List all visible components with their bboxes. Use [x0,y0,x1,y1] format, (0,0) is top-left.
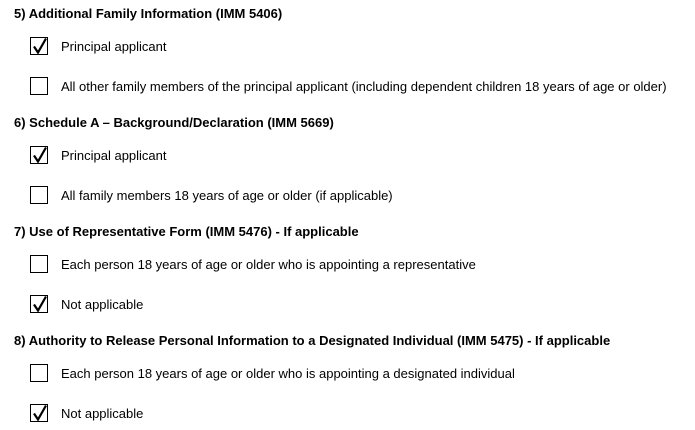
section-6-principal-checkbox[interactable] [30,146,48,164]
section-5-option-principal [30,35,167,57]
section-7-appointing-label: Each person 18 years of age or older who is appointing a representative [61,256,476,272]
section-8-title: 8) Authority to Release Personal Information to a Designated Individual (IMM 5475) - If applicable [14,333,611,348]
section-5-family-checkbox[interactable] [30,77,48,95]
section-6-family-label: All family members 18 years of age or older (if applicable) [61,187,393,203]
section-7-not-applicable-label: Not applicable [61,296,144,312]
section-6-option-family [30,184,393,206]
section-7-appointing-checkbox[interactable] [30,255,48,273]
section-6-option-principal [30,144,167,166]
section-7-option-not-applicable [30,293,143,315]
section-5-principal-label: Principal applicant [61,38,167,54]
section-8-option-appointing [30,362,515,384]
checkmark-icon [32,295,48,313]
section-7-title: 7) Use of Representative Form (IMM 5476) - If applicable [14,224,359,239]
checkmark-icon [32,37,48,55]
section-6-title: 6) Schedule A – Background/Declaration (IMM 5669) [14,115,334,130]
checkmark-icon [32,146,48,164]
section-8-appointing-checkbox[interactable] [30,364,48,382]
section-5-family-label: All other family members of the principal applicant (including dependent children 18 years of age or older) [61,78,667,94]
section-5-principal-checkbox[interactable] [30,37,48,55]
checkmark-icon [32,404,48,422]
section-8-not-applicable-label: Not applicable [61,405,144,421]
section-7-not-applicable-checkbox[interactable] [30,295,48,313]
section-8-not-applicable-checkbox[interactable] [30,404,48,422]
section-7-option-appointing [30,253,476,275]
section-5-title: 5) Additional Family Information (IMM 5406) [14,6,283,21]
section-6-principal-label: Principal applicant [61,147,167,163]
section-6-family-checkbox[interactable] [30,186,48,204]
section-8-option-not-applicable [30,402,143,424]
section-8-appointing-label: Each person 18 years of age or older who is appointing a designated individual [61,365,515,381]
section-5-option-family [30,75,667,97]
